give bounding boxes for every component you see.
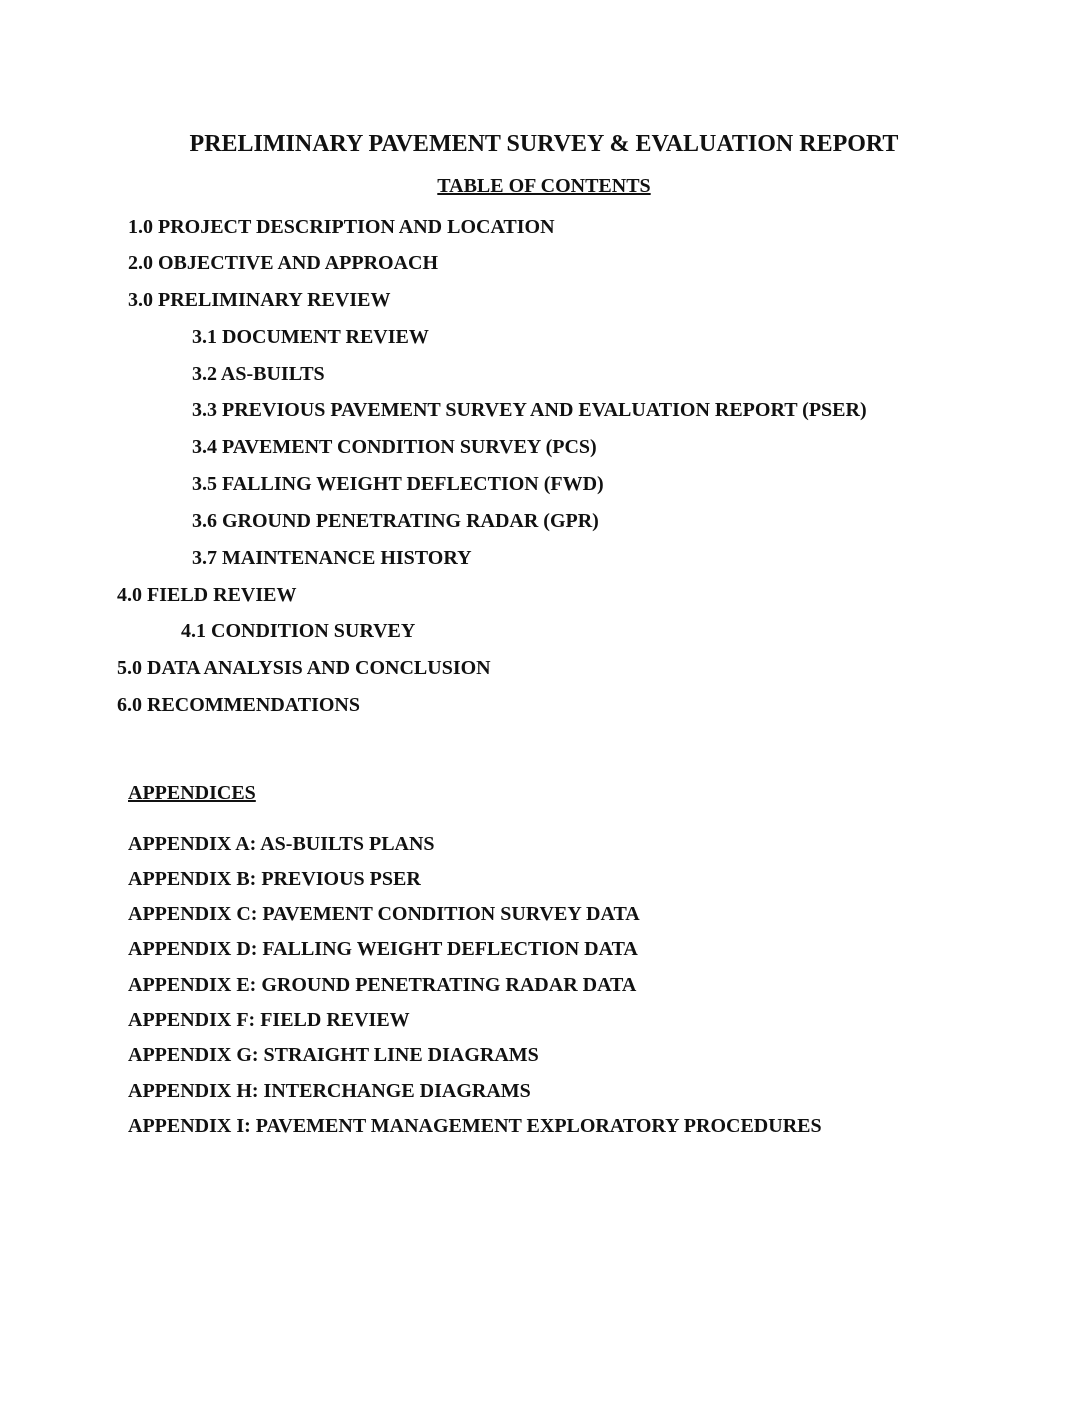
appendix-h: APPENDIX H: INTERCHANGE DIAGRAMS: [128, 1080, 531, 1102]
toc-item-3-3: 3.3 PREVIOUS PAVEMENT SURVEY AND EVALUATION REPORT (PSER): [192, 399, 867, 421]
toc-item-3-1: 3.1 DOCUMENT REVIEW: [192, 326, 429, 348]
appendix-a: APPENDIX A: AS-BUILTS PLANS: [128, 833, 435, 855]
appendix-d: APPENDIX D: FALLING WEIGHT DEFLECTION DATA: [128, 938, 638, 960]
document-title: PRELIMINARY PAVEMENT SURVEY & EVALUATION REPORT: [189, 131, 899, 157]
toc-item-3-7: 3.7 MAINTENANCE HISTORY: [192, 547, 472, 569]
toc-heading: TABLE OF CONTENTS: [437, 175, 651, 197]
toc-item-3-4: 3.4 PAVEMENT CONDITION SURVEY (PCS): [192, 436, 597, 458]
toc-item-2-0: 2.0 OBJECTIVE AND APPROACH: [128, 252, 439, 274]
toc-item-5-0: 5.0 DATA ANALYSIS AND CONCLUSION: [117, 657, 491, 679]
toc-item-3-6: 3.6 GROUND PENETRATING RADAR (GPR): [192, 510, 599, 532]
appendix-i: APPENDIX I: PAVEMENT MANAGEMENT EXPLORATORY PROCEDURES: [128, 1115, 822, 1137]
appendix-e: APPENDIX E: GROUND PENETRATING RADAR DATA: [128, 974, 637, 996]
appendix-b: APPENDIX B: PREVIOUS PSER: [128, 868, 421, 890]
toc-item-4-1: 4.1 CONDITION SURVEY: [181, 620, 416, 642]
toc-item-3-5: 3.5 FALLING WEIGHT DEFLECTION (FWD): [192, 473, 604, 495]
appendix-g: APPENDIX G: STRAIGHT LINE DIAGRAMS: [128, 1044, 539, 1066]
appendix-f: APPENDIX F: FIELD REVIEW: [128, 1009, 410, 1031]
toc-item-4-0: 4.0 FIELD REVIEW: [117, 584, 297, 606]
toc-item-1-0: 1.0 PROJECT DESCRIPTION AND LOCATION: [128, 216, 555, 238]
toc-item-3-0: 3.0 PRELIMINARY REVIEW: [128, 289, 391, 311]
appendix-c: APPENDIX C: PAVEMENT CONDITION SURVEY DATA: [128, 903, 640, 925]
toc-item-6-0: 6.0 RECOMMENDATIONS: [117, 694, 360, 716]
appendices-heading: APPENDICES: [128, 782, 256, 804]
toc-item-3-2: 3.2 AS-BUILTS: [192, 363, 325, 385]
